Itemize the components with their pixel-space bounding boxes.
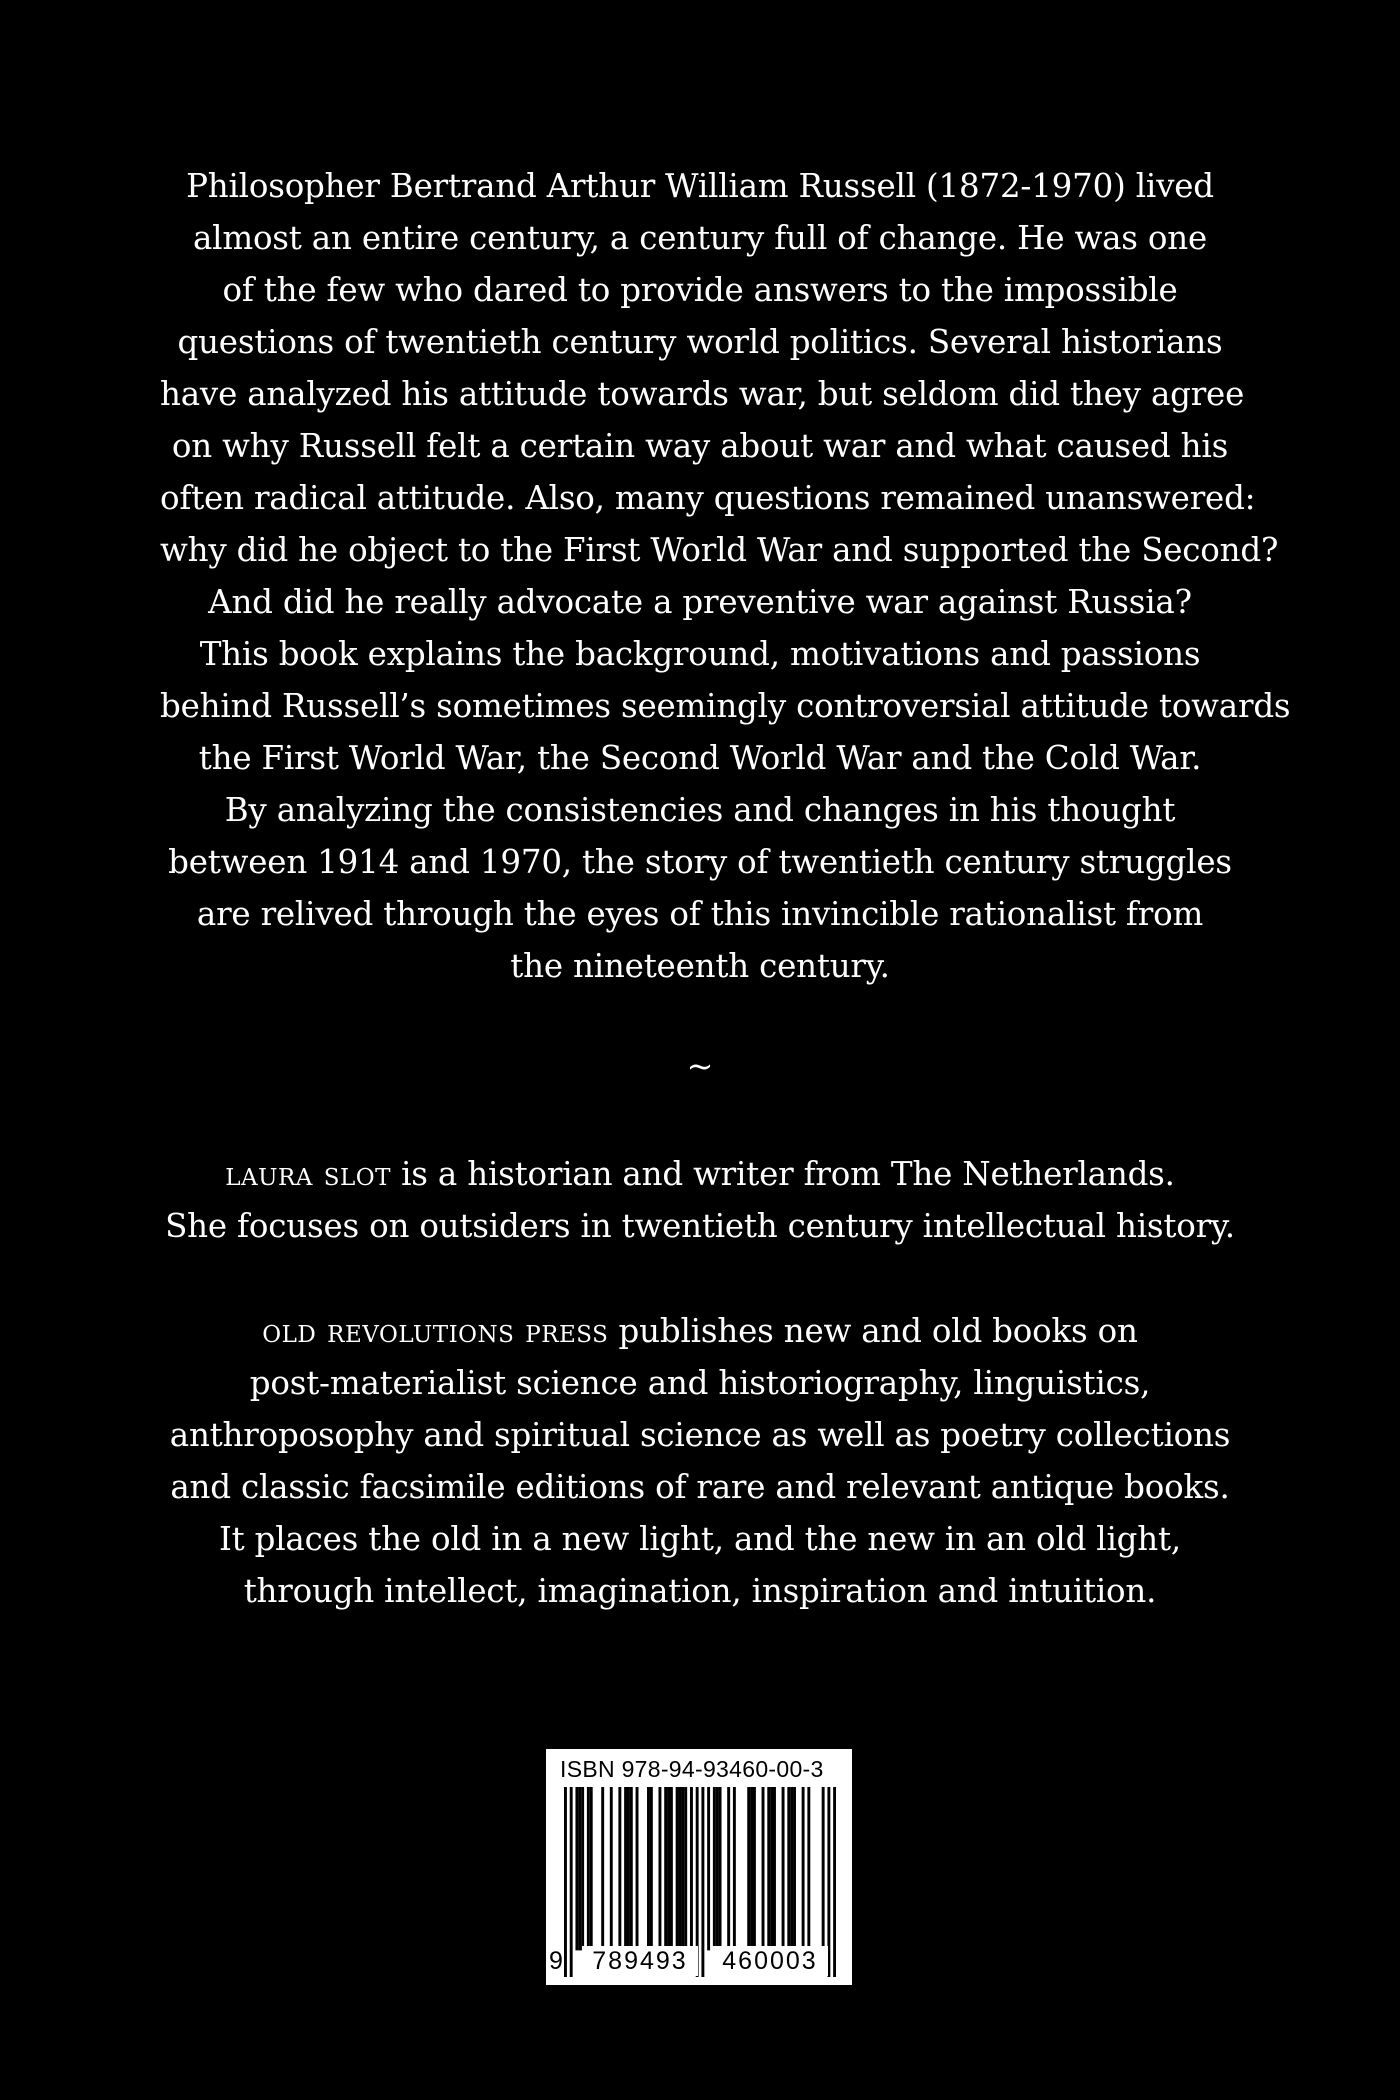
publisher-description bbox=[160, 1305, 1240, 1617]
author-bio-line: She focuses on outsiders in twentieth century intellectual history. bbox=[165, 1207, 1235, 1245]
description-line: often radical attitude. Also, many questions remained unanswered: bbox=[160, 479, 1256, 517]
barcode-bar bbox=[802, 1787, 805, 1950]
publisher-name: old revolutions press bbox=[262, 1312, 609, 1350]
description-line: on why Russell felt a certain way about war and what caused his bbox=[171, 427, 1229, 465]
barcode-bar bbox=[787, 1787, 790, 1950]
author-name: laura slot bbox=[225, 1155, 391, 1193]
barcode-guard-bar bbox=[833, 1787, 836, 1977]
barcode-bar bbox=[587, 1787, 590, 1950]
barcode-bar bbox=[630, 1787, 633, 1950]
description-line: almost an entire century, a century full of change. He was one bbox=[192, 219, 1208, 257]
barcode-guard-bar bbox=[701, 1787, 704, 1977]
barcode-bar bbox=[733, 1787, 736, 1950]
barcode-bar bbox=[658, 1787, 661, 1950]
barcode-bar bbox=[782, 1787, 785, 1950]
ean-right-digits: 460003 bbox=[712, 1946, 828, 1976]
ean-first-digit: 9 bbox=[549, 1947, 563, 1975]
barcode-bar bbox=[716, 1787, 719, 1950]
barcode-bar bbox=[601, 1787, 604, 1950]
barcode-bar bbox=[647, 1787, 650, 1950]
description-line: the First World War, the Second World War and the Cold War. bbox=[198, 739, 1202, 777]
barcode-bar bbox=[679, 1787, 682, 1950]
barcode-bar bbox=[773, 1787, 776, 1950]
publisher-line: anthroposophy and spiritual science as well as poetry collections bbox=[169, 1416, 1231, 1454]
author-bio bbox=[160, 1148, 1240, 1252]
barcode-bar bbox=[681, 1787, 684, 1950]
barcode-bar bbox=[770, 1787, 773, 1950]
description-line: By analyzing the consistencies and changes in his thought bbox=[224, 791, 1176, 829]
author-bio-line bbox=[160, 1148, 1240, 1200]
isbn-label: ISBN 978-94-93460-00-3 bbox=[560, 1756, 824, 1782]
barcode-bar bbox=[767, 1787, 770, 1950]
description-line: questions of twentieth century world politics. Several historians bbox=[177, 323, 1223, 361]
barcode-bar bbox=[790, 1787, 793, 1950]
barcode-bar bbox=[690, 1787, 693, 1950]
description-line: the nineteenth century. bbox=[510, 947, 890, 985]
barcode-bar bbox=[636, 1787, 639, 1950]
description-line: behind Russell’s sometimes seemingly controversial attitude towards bbox=[160, 687, 1291, 725]
barcode-bar bbox=[610, 1787, 613, 1950]
barcode-bar bbox=[707, 1787, 710, 1950]
ean-left-digits: 789493 bbox=[582, 1946, 698, 1976]
barcode-bar bbox=[618, 1787, 621, 1950]
description-line: Philosopher Bertrand Arthur William Russell (1872-1970) lived bbox=[186, 167, 1214, 205]
barcode-bar bbox=[719, 1787, 722, 1950]
description-line: are relived through the eyes of this invincible rationalist from bbox=[196, 895, 1204, 933]
barcode-guard-bar bbox=[564, 1787, 567, 1977]
publisher-line: through intellect, imagination, inspiration and intuition. bbox=[243, 1572, 1157, 1610]
barcode-bar bbox=[753, 1787, 756, 1950]
publisher-line: and classic facsimile editions of rare and relevant antique books. bbox=[170, 1468, 1230, 1506]
barcode-bar bbox=[676, 1787, 679, 1950]
barcode-bar bbox=[670, 1787, 673, 1950]
barcode-bar bbox=[624, 1787, 627, 1950]
description-line: have analyzed his attitude towards war, but seldom did they agree bbox=[160, 375, 1245, 413]
isbn-barcode bbox=[546, 1749, 852, 1985]
barcode-bar bbox=[664, 1787, 667, 1950]
publisher-text: publishes new and old books on bbox=[608, 1312, 1138, 1350]
barcode-bar bbox=[684, 1787, 687, 1950]
barcode-bar bbox=[727, 1787, 730, 1950]
barcode-bar bbox=[581, 1787, 584, 1950]
publisher-line bbox=[160, 1305, 1240, 1357]
section-separator: ~ bbox=[686, 1047, 714, 1085]
barcode-bar bbox=[578, 1787, 581, 1950]
description-line: of the few who dared to provide answers to the impossible bbox=[222, 271, 1178, 309]
barcode-bar bbox=[750, 1787, 753, 1950]
description-line: This book explains the background, motivations and passions bbox=[199, 635, 1201, 673]
barcode-bar bbox=[575, 1787, 578, 1950]
barcode-bar bbox=[762, 1787, 765, 1950]
barcode-bar bbox=[627, 1787, 630, 1950]
barcode-bar bbox=[713, 1787, 716, 1950]
barcode-bar bbox=[590, 1787, 593, 1950]
barcode-bar bbox=[667, 1787, 670, 1950]
barcode-bar bbox=[650, 1787, 653, 1950]
barcode-bar bbox=[807, 1787, 810, 1950]
barcode-bar bbox=[793, 1787, 796, 1950]
barcode-bar bbox=[747, 1787, 750, 1950]
barcode-bar bbox=[822, 1787, 825, 1950]
barcode-guard-bar bbox=[570, 1787, 573, 1977]
book-description bbox=[160, 160, 1291, 992]
description-line: And did he really advocate a preventive war against Russia? bbox=[208, 583, 1192, 621]
description-line: why did he object to the First World War and supported the Second? bbox=[160, 531, 1279, 569]
description-line: between 1914 and 1970, the story of twentieth century struggles bbox=[168, 843, 1232, 881]
publisher-line: post-materialist science and historiography, linguistics, bbox=[249, 1364, 1151, 1402]
publisher-line: It places the old in a new light, and the new in an old light, bbox=[218, 1520, 1182, 1558]
author-bio-text: is a historian and writer from The Netherlands. bbox=[390, 1155, 1175, 1193]
